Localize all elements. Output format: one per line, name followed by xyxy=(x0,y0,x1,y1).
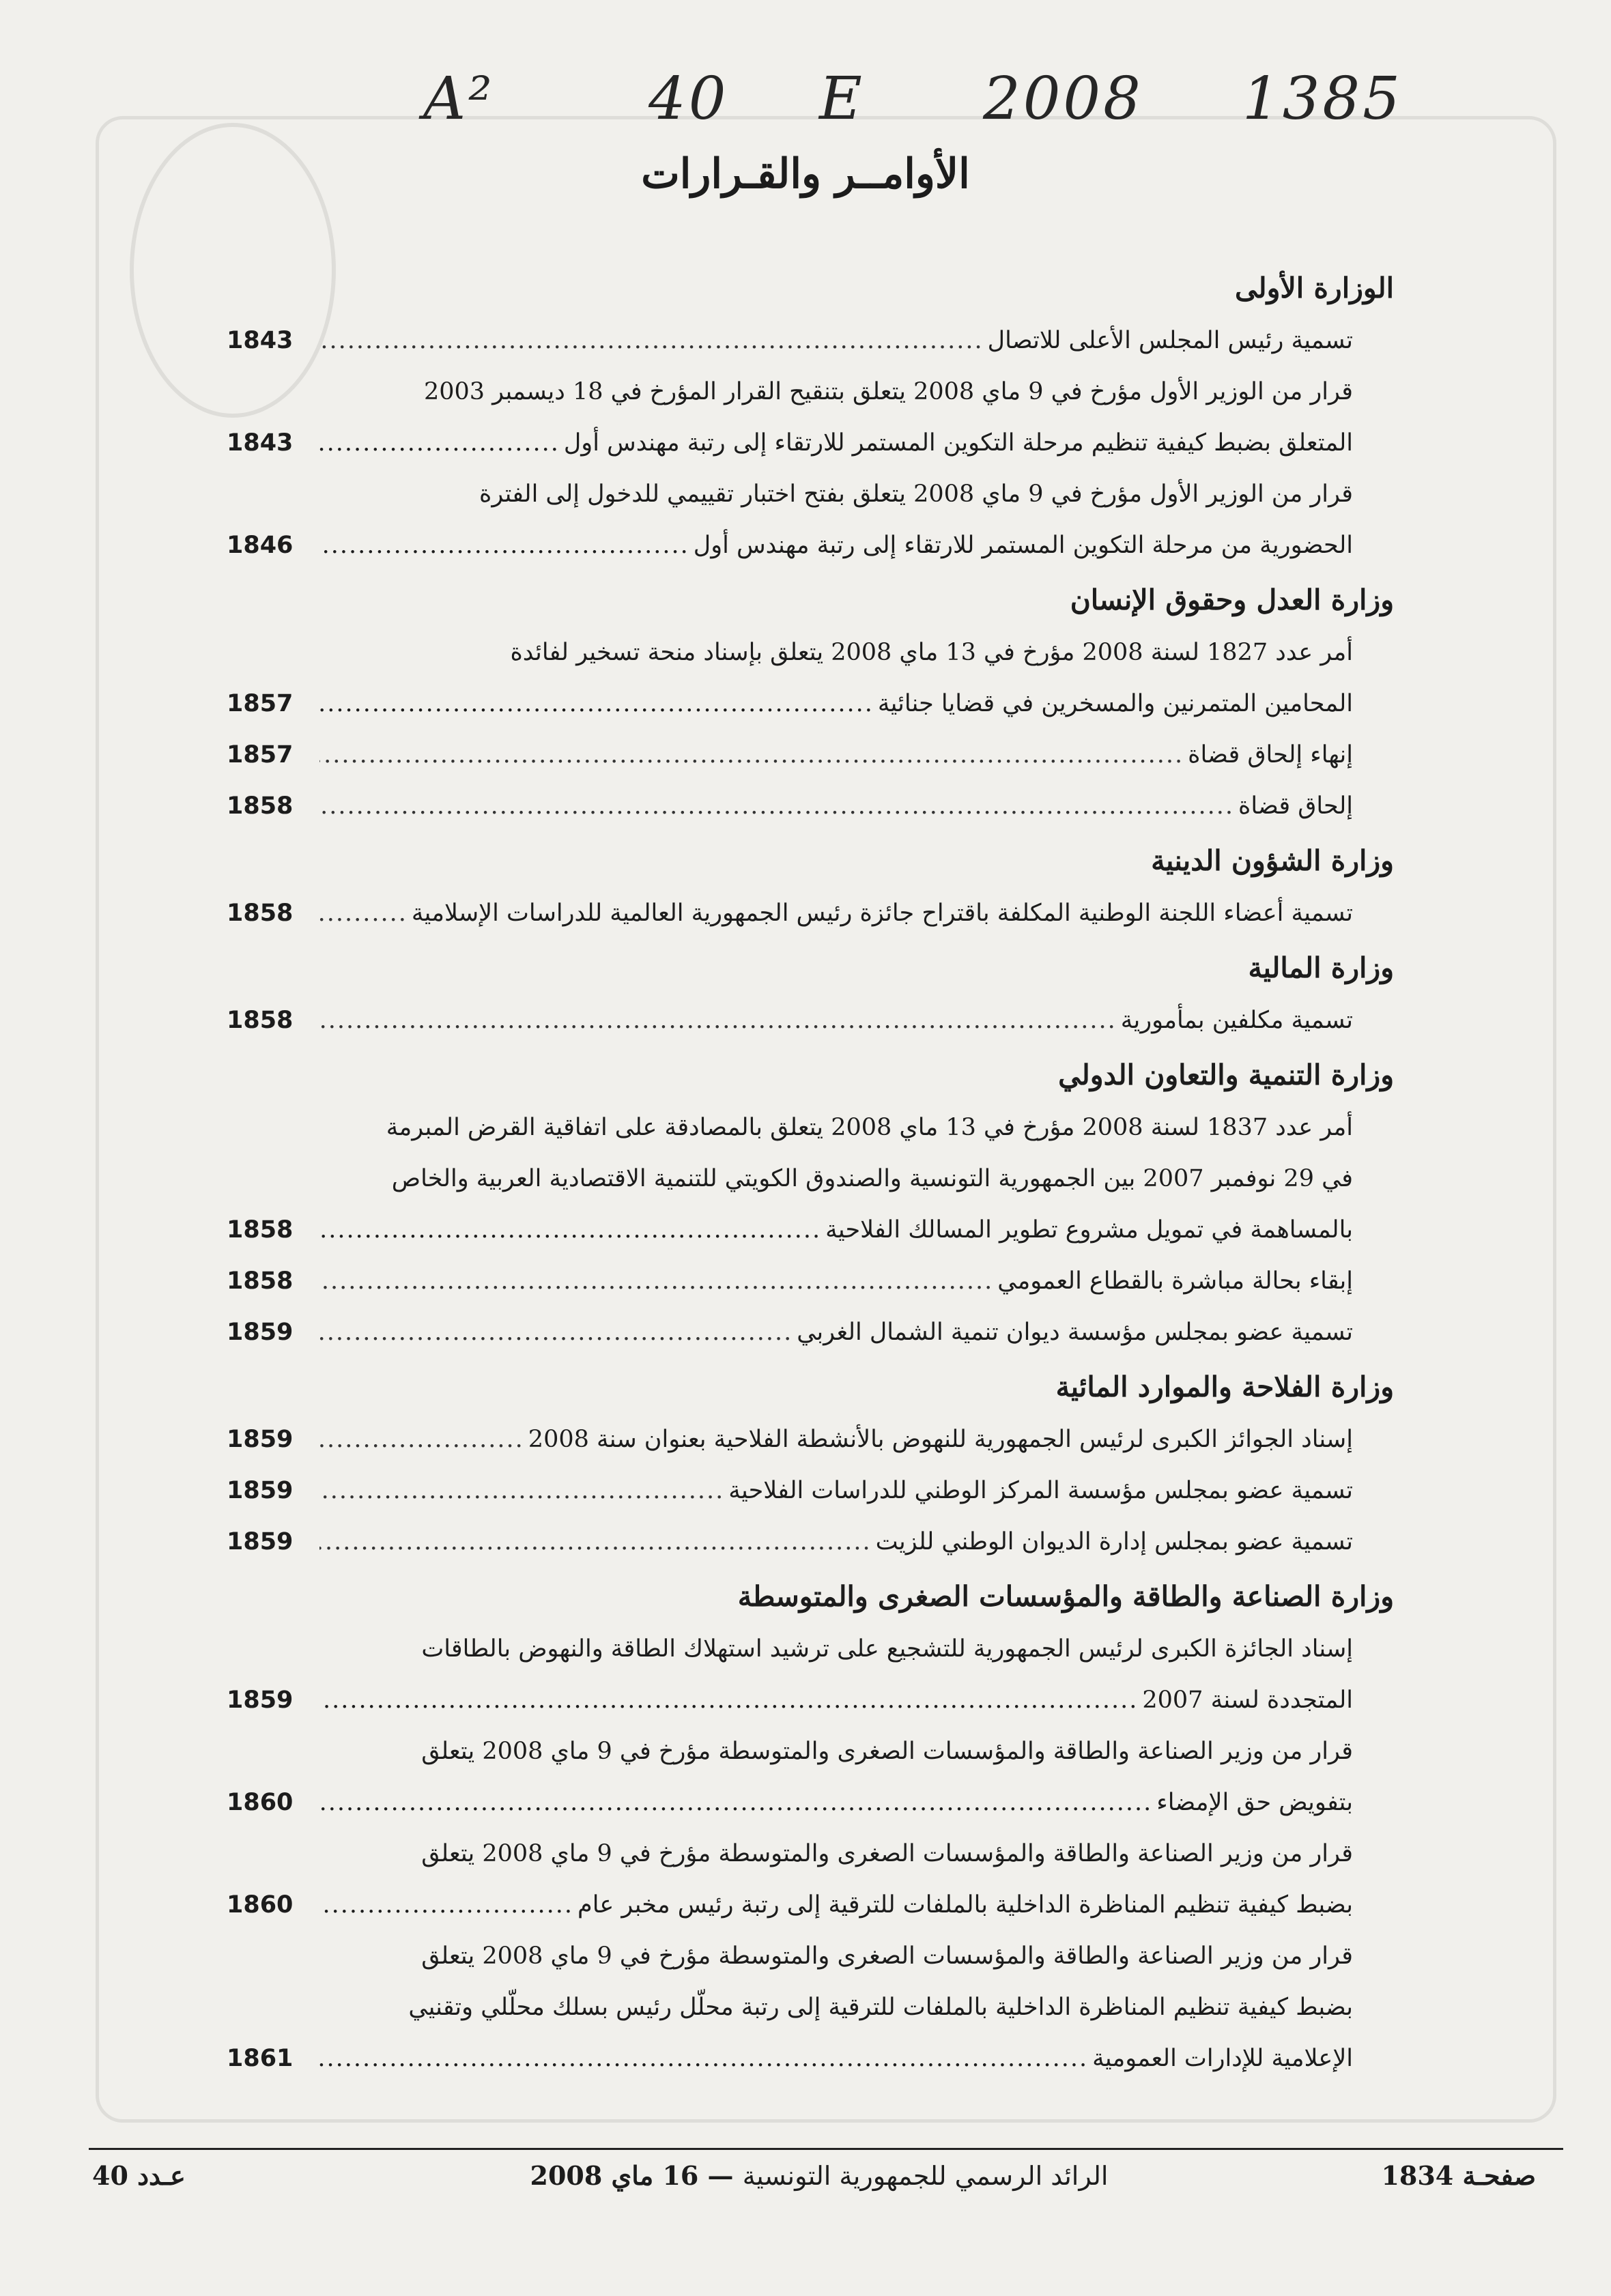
leader-dots xyxy=(319,2033,1088,2084)
page-footer xyxy=(0,2160,1611,2208)
entry-text: تسمية أعضاء اللجنة الوطنية المكلفة باقتراح جائزة رئيس الجمهورية العالمية للدراسات الإسلامية xyxy=(411,900,1353,927)
leader-dots xyxy=(319,888,408,939)
entry-page-number: 1858 xyxy=(227,1267,294,1295)
leader-dots xyxy=(319,1465,724,1517)
toc-entry[interactable] xyxy=(227,995,1394,1046)
entry-text-line: قرار من وزير الصناعة والطاقة والمؤسسات الصغرى والمتوسطة مؤرخ في 9 ماي 2008 يتعلق xyxy=(421,1738,1353,1765)
leader-dots xyxy=(319,1517,872,1568)
entry-text-line: بتفويض حق الإمضاء xyxy=(1156,1789,1353,1816)
footer-journal-name: الرائد الرسمي للجمهورية التونسية xyxy=(742,2161,1109,2191)
entry-page-number: 1861 xyxy=(227,2045,294,2072)
leader-dots xyxy=(319,1777,1152,1828)
handwritten-part: E xyxy=(819,65,865,133)
table-of-contents xyxy=(227,259,1394,2084)
entry-text: تسمية عضو بمجلس مؤسسة ديوان تنمية الشمال الغربي xyxy=(797,1319,1353,1346)
entry-last-line xyxy=(227,1205,1353,1256)
handwritten-part: 1385 xyxy=(1242,65,1403,133)
leader-dots xyxy=(319,730,1184,781)
entry-page-number: 1858 xyxy=(227,792,294,820)
entry-text-line: أمر عدد 1837 لسنة 2008 مؤرخ في 13 ماي 2008 يتعلق بالمصادقة على اتفاقية القرض المبرمة xyxy=(386,1114,1353,1141)
leader-dots xyxy=(319,315,984,367)
leader-dots xyxy=(319,781,1234,832)
toc-entry[interactable] xyxy=(227,1828,1394,1931)
entry-text-line: أمر عدد 1827 لسنة 2008 مؤرخ في 13 ماي 2008 يتعلق بإسناد منحة تسخير لفائدة xyxy=(510,639,1353,666)
toc-entry[interactable] xyxy=(227,627,1394,730)
leader-dots xyxy=(319,1880,573,1931)
entry-page-number: 1860 xyxy=(227,1789,294,1816)
footer-issue: عـدد 40 xyxy=(92,2160,186,2191)
leader-dots xyxy=(319,1414,524,1465)
entry-page-number: 1843 xyxy=(227,327,294,354)
handwritten-part: 2008 xyxy=(983,65,1143,133)
toc-entry[interactable] xyxy=(227,1414,1394,1465)
entry-text: إبقاء بحالة مباشرة بالقطاع العمومي xyxy=(997,1267,1353,1295)
entry-text-line: بضبط كيفية تنظيم المناظرة الداخلية بالملفات للترقية إلى رتبة رئيس مخبر عام xyxy=(578,1891,1353,1919)
footer-date: 16 ماي 2008 xyxy=(530,2160,699,2191)
entry-text-line: المتعلق بضبط كيفية تنظيم مرحلة التكوين المستمر للارتقاء إلى رتبة مهندس أول xyxy=(563,429,1353,457)
entry-text-line: قرار من الوزير الأول مؤرخ في 9 ماي 2008 يتعلق بفتح اختبار تقييمي للدخول إلى الفترة xyxy=(479,480,1353,508)
toc-entry[interactable] xyxy=(227,1256,1394,1307)
entry-last-line xyxy=(227,1880,1353,1931)
entry-page-number: 1859 xyxy=(227,1477,294,1504)
entry-text: تسمية عضو بمجلس إدارة الديوان الوطني للزيت xyxy=(875,1528,1353,1555)
entry-text-line: قرار من وزير الصناعة والطاقة والمؤسسات الصغرى والمتوسطة مؤرخ في 9 ماي 2008 يتعلق xyxy=(421,1840,1353,1867)
entry-text-line: بضبط كيفية تنظيم المناظرة الداخلية بالملفات للترقية إلى رتبة محلّل رئيس بسلك محلّلي وتقنيي xyxy=(408,1994,1353,2021)
page-title: الأوامــر والقـرارات xyxy=(641,150,970,198)
leader-dots xyxy=(319,995,1117,1046)
entry-page-number: 1858 xyxy=(227,1007,294,1034)
toc-entry[interactable] xyxy=(227,1102,1394,1256)
footer-page-number: صفحـة 1834 xyxy=(1381,2160,1536,2191)
ministry-heading: وزارة الصناعة والطاقة والمؤسسات الصغرى والمتوسطة xyxy=(737,1580,1394,1613)
entry-text-line: إسناد الجائزة الكبرى لرئيس الجمهورية للتشجيع على ترشيد استهلاك الطاقة والنهوض بالطاقات xyxy=(421,1635,1353,1663)
toc-entry[interactable] xyxy=(227,1726,1394,1828)
entry-text-line: المتجددة لسنة 2007 xyxy=(1142,1687,1353,1714)
entry-page-number: 1860 xyxy=(227,1891,294,1919)
entry-last-line xyxy=(227,2033,1353,2084)
entry-text-line: قرار من وزير الصناعة والطاقة والمؤسسات الصغرى والمتوسطة مؤرخ في 9 ماي 2008 يتعلق xyxy=(421,1942,1353,1970)
toc-entry[interactable] xyxy=(227,1931,1394,2084)
entry-text-line: الإعلامية للإدارات العمومية xyxy=(1092,2045,1353,2072)
entry-page-number: 1858 xyxy=(227,1216,294,1244)
handwritten-note xyxy=(423,65,1434,147)
entry-page-number: 1859 xyxy=(227,1426,294,1453)
entry-page-number: 1858 xyxy=(227,900,294,927)
leader-dots xyxy=(319,678,874,730)
ministry-heading: الوزارة الأولى xyxy=(1234,272,1394,304)
handwritten-part: 40 xyxy=(648,65,729,133)
entry-text: تسمية مكلفين بمأمورية xyxy=(1120,1007,1353,1034)
entry-page-number: 1857 xyxy=(227,741,294,769)
entry-last-line xyxy=(227,418,1353,469)
leader-dots xyxy=(319,418,560,469)
entry-text-line: المحامين المتمرنين والمسخرين في قضايا جنائية xyxy=(877,690,1353,717)
toc-entry[interactable] xyxy=(227,730,1394,781)
toc-entry[interactable] xyxy=(227,315,1394,367)
handwritten-part: A² xyxy=(423,65,495,133)
entry-last-line xyxy=(227,1777,1353,1828)
leader-dots xyxy=(319,1307,793,1358)
entry-page-number: 1859 xyxy=(227,1687,294,1714)
ministry-heading: وزارة الفلاحة والموارد المائية xyxy=(1055,1371,1394,1403)
entry-text-line: قرار من الوزير الأول مؤرخ في 9 ماي 2008 يتعلق بتنقيح القرار المؤرخ في 18 ديسمبر 2003 xyxy=(423,378,1353,405)
toc-entry[interactable] xyxy=(227,367,1394,469)
leader-dots xyxy=(319,1205,821,1256)
entry-last-line xyxy=(227,520,1353,571)
toc-entry[interactable] xyxy=(227,469,1394,571)
toc-entry[interactable] xyxy=(227,1307,1394,1358)
leader-dots xyxy=(319,1256,993,1307)
entry-text: إلحاق قضاة xyxy=(1238,792,1353,820)
entry-page-number: 1846 xyxy=(227,532,294,559)
entry-text-line: بالمساهمة في تمويل مشروع تطوير المسالك الفلاحية xyxy=(825,1216,1353,1244)
entry-page-number: 1843 xyxy=(227,429,294,457)
entry-text: تسمية عضو بمجلس مؤسسة المركز الوطني للدراسات الفلاحية xyxy=(728,1477,1353,1504)
entry-last-line xyxy=(227,1675,1353,1726)
toc-entry[interactable] xyxy=(227,1517,1394,1568)
toc-entry[interactable] xyxy=(227,781,1394,832)
entry-text-line: الحضورية من مرحلة التكوين المستمر للارتقاء إلى رتبة مهندس أول xyxy=(693,532,1353,559)
ministry-heading: وزارة المالية xyxy=(1248,951,1394,984)
entry-text: إسناد الجوائز الكبرى لرئيس الجمهورية للنهوض بالأنشطة الفلاحية بعنوان سنة 2008 xyxy=(528,1426,1353,1453)
leader-dots xyxy=(319,520,689,571)
entry-page-number: 1859 xyxy=(227,1528,294,1555)
toc-entry[interactable] xyxy=(227,1624,1394,1726)
entry-page-number: 1859 xyxy=(227,1319,294,1346)
leader-dots xyxy=(319,1675,1138,1726)
entry-last-line xyxy=(227,678,1353,730)
toc-entry[interactable] xyxy=(227,888,1394,939)
entry-page-number: 1857 xyxy=(227,690,294,717)
toc-entry[interactable] xyxy=(227,1465,1394,1517)
footer-journal: الرائد الرسمي للجمهورية التونسية — 16 ماي 2008 xyxy=(530,2160,1109,2191)
entry-text: تسمية رئيس المجلس الأعلى للاتصال xyxy=(987,327,1353,354)
entry-text: إنهاء إلحاق قضاة xyxy=(1188,741,1353,769)
ministry-heading: وزارة العدل وحقوق الإنسان xyxy=(1070,584,1394,616)
footer-divider xyxy=(89,2148,1563,2150)
entry-text-line: في 29 نوفمبر 2007 بين الجمهورية التونسية والصندوق الكويتي للتنمية الاقتصادية العربية والخاص xyxy=(391,1165,1353,1192)
ministry-heading: وزارة التنمية والتعاون الدولي xyxy=(1058,1059,1394,1091)
ministry-heading: وزارة الشؤون الدينية xyxy=(1151,844,1394,877)
